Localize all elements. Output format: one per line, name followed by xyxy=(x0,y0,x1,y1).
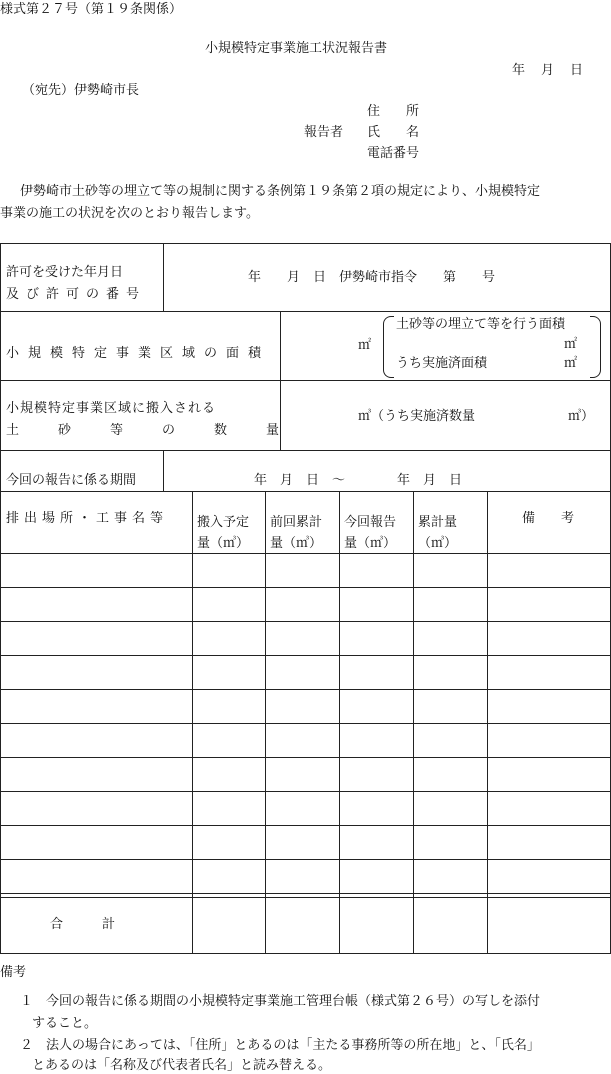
area-unit: ㎡ xyxy=(358,338,372,353)
permit-label-2: 及び許可の番号 xyxy=(6,287,147,302)
soil-label-1: 小規模特定事業区域に搬入される xyxy=(6,401,217,416)
soil-label-2: 土砂等の数量 xyxy=(6,423,319,438)
col-header-planned-2: 量（㎥） xyxy=(197,536,250,551)
note-1-line-1: 今回の報告に係る期間の小規模特定事業施工管理台帳（様式第２６号）の写しを添付 xyxy=(46,994,541,1009)
col-header-planned-1: 搬入予定 xyxy=(197,515,250,530)
period-value: 年 月 日 ～ 年 月 日 xyxy=(254,473,463,488)
soil-value-end: ㎥） xyxy=(568,409,595,424)
date-day: 日 xyxy=(570,63,584,78)
intro-line-2: 事業の施工の状況を次のとおり報告します。 xyxy=(0,206,259,221)
page-title: 小規模特定事業施工状況報告書 xyxy=(205,41,388,56)
col-header-cum-1: 累計量 xyxy=(418,515,458,530)
note-2-number: ２ xyxy=(20,1038,34,1053)
total-label: 合 計 xyxy=(50,917,116,932)
area-sub2-label: うち実施済面積 xyxy=(396,356,488,371)
reporter-phone-label: 電話番号 xyxy=(367,146,420,161)
note-2-line-2: とあるのは「名称及び代表者氏名」と読み替える。 xyxy=(32,1058,332,1073)
area-sub1-unit: ㎡ xyxy=(564,337,578,352)
date-month: 月 xyxy=(541,63,555,78)
area-sub2-unit: ㎡ xyxy=(564,356,578,371)
date-year: 年 xyxy=(512,63,526,78)
permit-value: 年 月 日 伊勢崎市指令 第 号 xyxy=(248,270,496,285)
addressee: （宛先）伊勢崎市長 xyxy=(22,83,140,98)
reporter-address-label: 住 所 xyxy=(367,104,420,119)
col-header-this-2: 量（㎥） xyxy=(344,536,397,551)
col-header-prev-1: 前回累計 xyxy=(270,515,323,530)
notes-heading: 備考 xyxy=(0,965,27,980)
col-header-prev-2: 量（㎥） xyxy=(270,536,323,551)
col-header-cum-2: （㎥） xyxy=(418,536,458,551)
reporter-label: 報告者 xyxy=(304,125,344,140)
area-label: 小規模特定事業区域の面積 xyxy=(6,346,271,361)
note-1-number: １ xyxy=(20,994,34,1009)
soil-value: ㎥（うち実施済数量 xyxy=(358,409,476,424)
form-number: 様式第２７号（第１９条関係） xyxy=(0,2,183,17)
col-header-place: 排出場所・工事名等 xyxy=(6,511,169,526)
col-header-remarks: 備 考 xyxy=(522,511,575,526)
period-label: 今回の報告に係る期間 xyxy=(6,473,137,488)
reporter-name-label: 氏 名 xyxy=(367,125,420,140)
area-sub1-label: 土砂等の埋立て等を行う面積 xyxy=(396,317,566,332)
note-1-line-2: すること。 xyxy=(32,1016,98,1031)
bracket-right xyxy=(590,316,601,378)
permit-label-1: 許可を受けた年月日 xyxy=(6,265,124,280)
col-header-this-1: 今回報告 xyxy=(344,515,397,530)
note-2-line-1: 法人の場合にあっては、「住所」とあるのは「主たる事務所等の所在地」と、「氏名」 xyxy=(46,1038,540,1053)
intro-line-1: 伊勢崎市土砂等の埋立て等の規制に関する条例第１９条第２項の規定により、小規模特定 xyxy=(20,184,541,199)
bracket-left xyxy=(383,316,394,378)
